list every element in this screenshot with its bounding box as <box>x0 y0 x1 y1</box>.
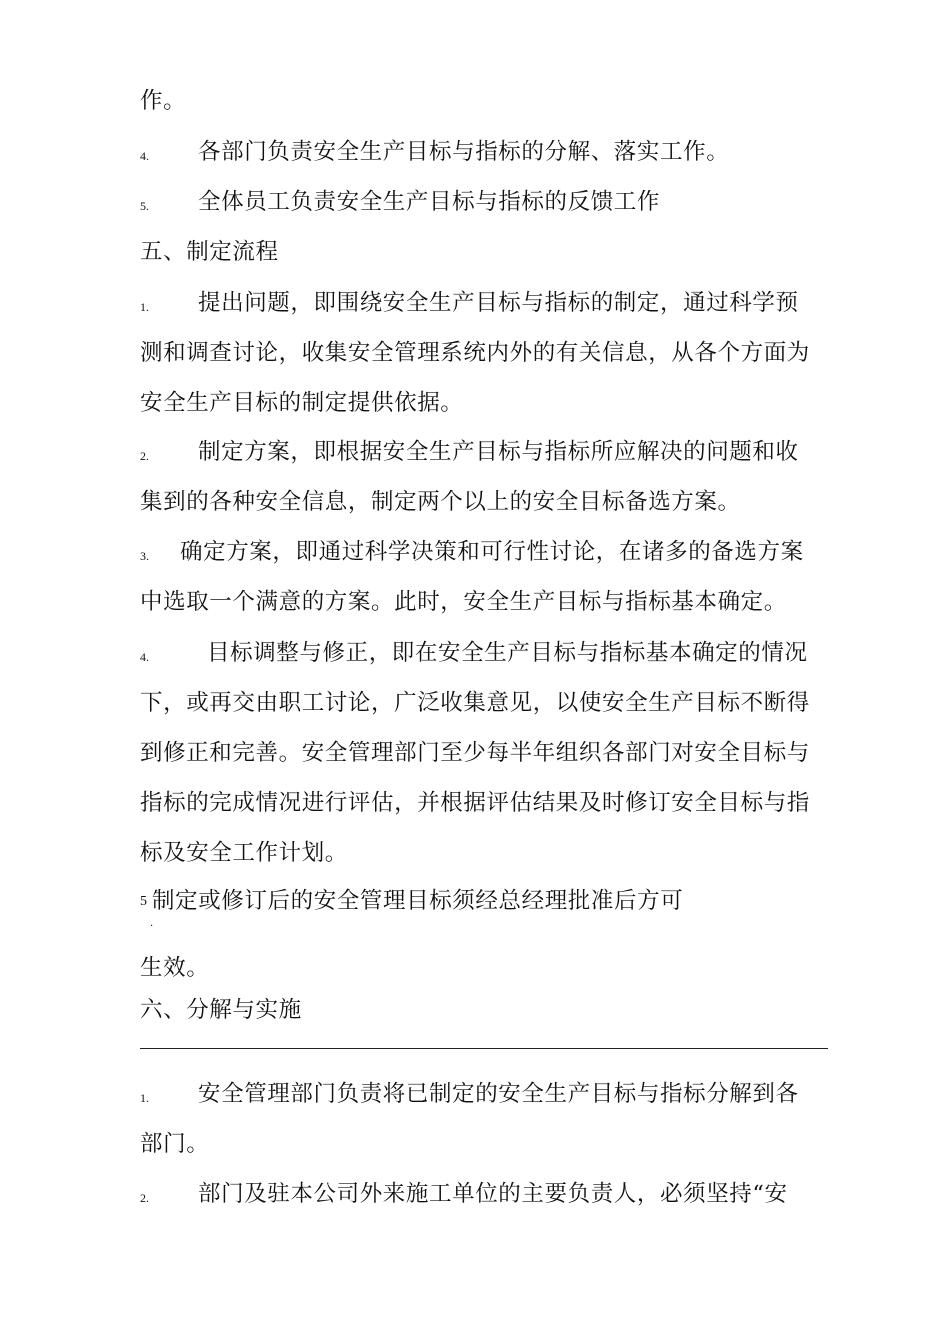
section-heading: 五、制定流程 <box>140 239 279 265</box>
paragraph-line: 作。 <box>140 88 187 114</box>
list-number: 5. <box>140 199 149 213</box>
list-number: 5 <box>140 894 147 909</box>
list-number: 4. <box>140 149 149 163</box>
list-number: 2. <box>140 1191 149 1205</box>
list-number: 1. <box>140 300 149 314</box>
list-item-text: 部门及驻本公司外来施工单位的主要负责人，必须坚持“安 <box>198 1181 788 1207</box>
stray-dot: · <box>150 921 154 932</box>
list-number: 2. <box>140 449 149 463</box>
list-item-text: 确定方案，即通过科学决策和可行性讨论，在诸多的备选方案 <box>180 539 804 565</box>
list-number: 3. <box>140 549 149 563</box>
list-item-text: 标及安全工作计划。 <box>140 840 348 866</box>
list-item-text: 安全生产目标的制定提供依据。 <box>140 390 464 416</box>
list-item-text: 全体员工负责安全生产目标与指标的反馈工作 <box>198 189 661 215</box>
list-item-text: 部门。 <box>140 1131 210 1157</box>
list-item-text: 测和调查讨论，收集安全管理系统内外的有关信息，从各个方面为 <box>140 340 810 366</box>
list-item-text: 下，或再交由职工讨论，广泛收集意见，以使安全生产目标不断得 <box>140 690 810 716</box>
list-item-text: 安全管理部门负责将已制定的安全生产目标与指标分解到各 <box>198 1081 799 1107</box>
list-item-text: 指标的完成情况进行评估，并根据评估结果及时修订安全目标与指 <box>140 790 810 816</box>
list-number: 1. <box>140 1091 149 1105</box>
list-item-text: 各部门负责安全生产目标与指标的分解、落实工作。 <box>198 139 730 165</box>
list-item-text: 提出问题，即围绕安全生产目标与指标的制定，通过科学预 <box>198 290 799 316</box>
list-item-text: 制定或修订后的安全管理目标须经总经理批准后方可 <box>152 888 684 914</box>
list-item-text: 到修正和完善。安全管理部门至少每半年组织各部门对安全目标与 <box>140 740 810 766</box>
list-item-text: 中选取一个满意的方案。此时，安全生产目标与指标基本确定。 <box>140 589 787 615</box>
list-item-text: 集到的各种安全信息，制定两个以上的安全目标备选方案。 <box>140 489 741 515</box>
list-item-text: 制定方案，即根据安全生产目标与指标所应解决的问题和收 <box>198 439 799 465</box>
section-heading: 六、分解与实施 <box>140 997 302 1023</box>
list-item-text: 生效。 <box>140 955 210 981</box>
list-item-text: 目标调整与修正，即在安全生产目标与指标基本确定的情况 <box>207 640 808 666</box>
horizontal-divider <box>140 1048 828 1049</box>
list-number: 4. <box>140 650 149 664</box>
